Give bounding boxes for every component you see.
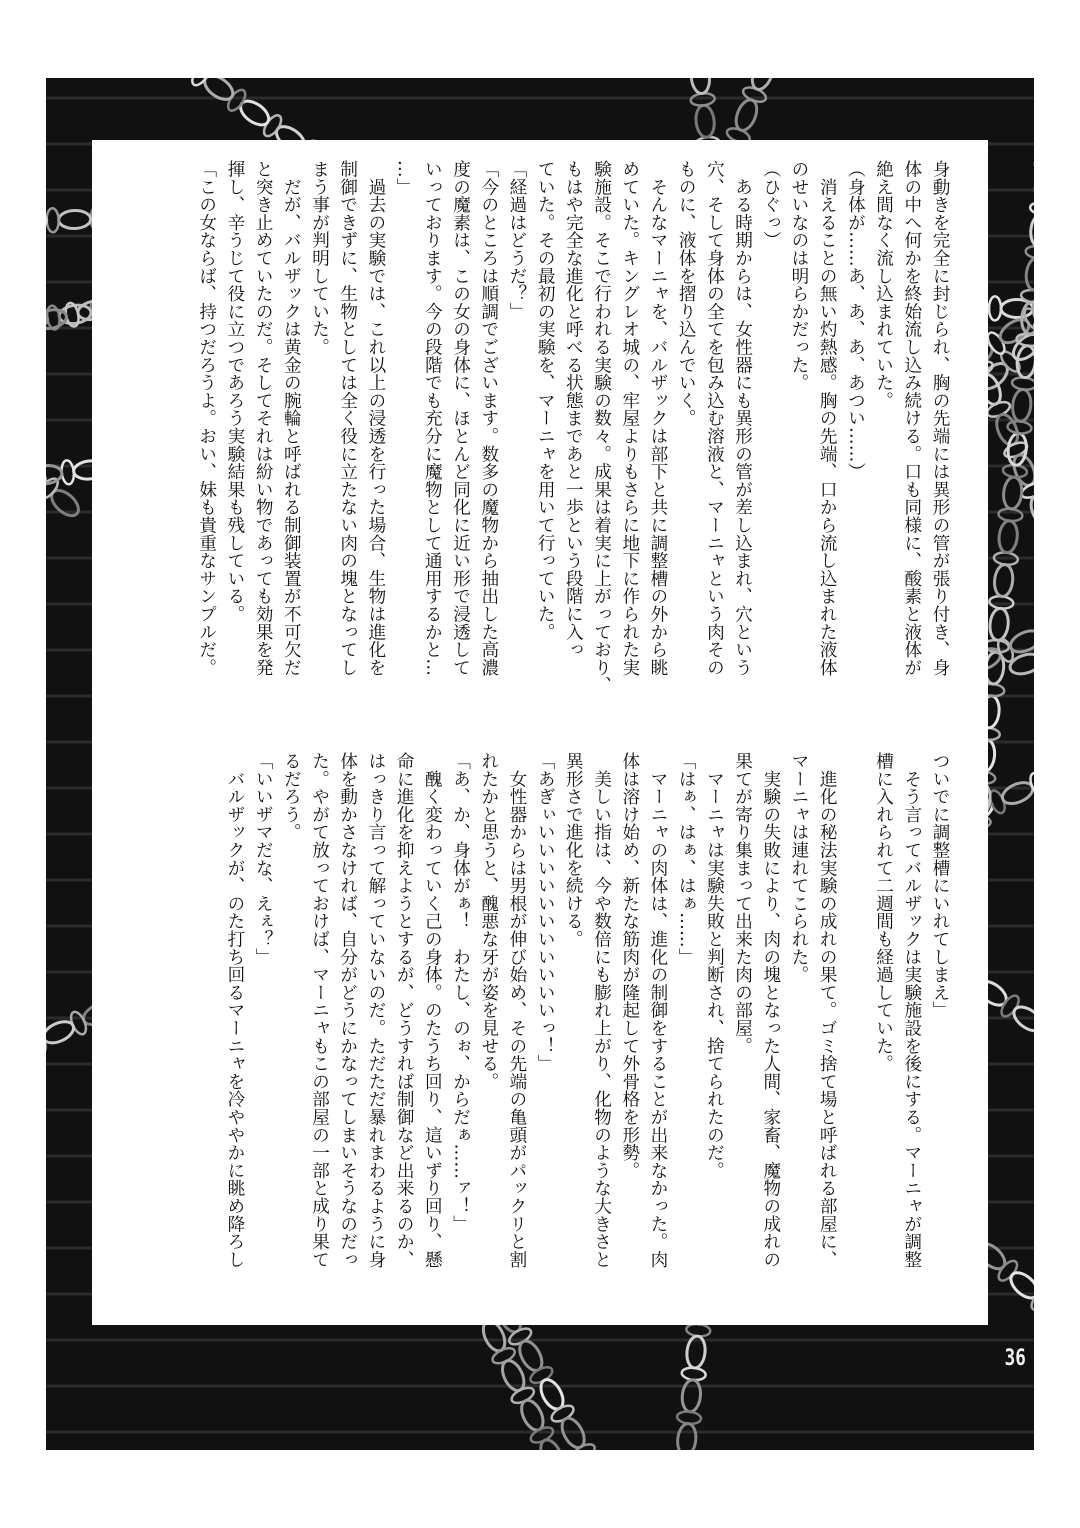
text-line: 「今のところは順調でございます。数多の魔物から抽出した高濃 <box>478 160 499 677</box>
text-line: 験施設。そこで行われる実験の数々。成果は着実に上がっており、 <box>591 160 612 694</box>
text-line: めていた。キングレオ城の、牢屋よりもさらに地下に作られた実 <box>619 160 640 677</box>
text-line: もはや完全な進化と呼べる状態まであと一歩という段階に入っ <box>563 160 584 659</box>
text-line: 槽に入れられて二週間も経過していた。 <box>873 752 894 1073</box>
text-line: バルザックが、のた打ち回るマーニャを冷ややかに眺め降ろし <box>224 752 245 1269</box>
page-number: 36 <box>1004 1346 1026 1371</box>
text-line: のせいなのは明らかだった。 <box>788 160 809 392</box>
text-line: た。やがて放っておけば、マーニャもこの部屋の一部と成り果て <box>309 752 330 1269</box>
text-line: マーニャの肉体は、進化の制御をすることが出来なかった。肉 <box>647 752 668 1269</box>
text-line: 「はぁ、はぁ、はぁ……」 <box>676 752 697 966</box>
text-line: マーニャは実験失敗と判断され、捨てられたのだ。 <box>704 752 725 1180</box>
text-line: マーニャは連れてこられた。 <box>788 752 809 984</box>
text-line: はっきり言って解っていないのだ。ただただ暴れまわるように身 <box>365 752 386 1269</box>
text-line: だが、バルザックは黄金の腕輪と呼ばれる制御装置が不可欠だ <box>281 160 302 677</box>
lower-text-column-block <box>221 752 954 1312</box>
text-panel <box>92 140 988 1325</box>
text-line: 体の中へ何かを終始流し込み続ける。口も同様に、酸素と液体が <box>901 160 922 677</box>
text-line: 「あ、か、身体がぁ！ わたし、のぉ、からだぁ……ァ！」 <box>450 752 471 1233</box>
text-line: （ひぐっ） <box>760 160 781 249</box>
text-line: 制御できずに、生物としては全く役に立たない肉の塊となってし <box>337 160 358 677</box>
text-line: 体は溶け始め、新たな筋肉が隆起して外骨格を形勢。 <box>619 752 640 1180</box>
text-line: 「いいザマだな、えぇ？」 <box>253 752 274 966</box>
text-line: 揮し、辛うじて役に立つであろう実験結果も残している。 <box>224 160 245 623</box>
text-line: ついでに調整槽にいれてしまえ」 <box>930 752 950 1019</box>
text-line: まう事が判明していた。 <box>309 160 330 356</box>
text-line: 身動きを完全に封じられ、胸の先端には異形の管が張り付き、身 <box>930 160 950 677</box>
text-line: 体を動かさなければ、自分がどうにかなってしまいそうなのだっ <box>337 752 358 1269</box>
text-line: 醜く変わっていく己の身体。のたうち回り、這いずり回り、懸 <box>422 752 443 1269</box>
text-line <box>841 752 869 1312</box>
text-line: 「あぎぃいいいいいいいいいいいっ！」 <box>535 752 556 1073</box>
text-line: そう言ってバルザックは実験施設を後にする。マーニャが調整 <box>901 752 922 1269</box>
text-line: と突き止めていたのだ。そしてそれは紛い物であっても効果を発 <box>253 160 274 677</box>
text-line: 異形さで進化を続ける。 <box>563 752 584 948</box>
text-line: 進化の秘法実験の成れの果て。ゴミ捨て場と呼ばれる部屋に、 <box>817 752 838 1269</box>
text-line: 美しい指は、今や数倍にも膨れ上がり、化物のような大きさと <box>591 752 612 1269</box>
text-line: いっております。今の段階でも充分に魔物として通用するかと… <box>422 160 443 677</box>
text-line: 果てが寄り集まって出来た肉の部屋。 <box>732 752 753 1055</box>
text-line: 命に進化を抑えようとするが、どうすれば制御など出来るのか、 <box>394 752 415 1269</box>
text-line: 絶え間なく流し込まれていた。 <box>873 160 894 410</box>
text-line: るだろう。 <box>281 752 302 841</box>
text-line: そんなマーニャを、バルザックは部下と共に調整槽の外から眺 <box>647 160 668 677</box>
text-line: 度の魔素は、この女の身体に、ほとんど同化に近い形で浸透して <box>450 160 471 677</box>
text-line: …」 <box>394 160 415 196</box>
text-line: 穴、そして身体の全てを包み込む溶液と、マーニャという肉その <box>704 160 725 677</box>
text-line: 過去の実験では、これ以上の浸透を行った場合、生物は進化を <box>365 160 386 677</box>
text-line: 「経過はどうだ？」 <box>506 160 527 321</box>
text-line: 女性器からは男根が伸び始め、その先端の亀頭がパックリと割 <box>506 752 527 1269</box>
text-line: ていた。その最初の実験を、マーニャを用いて行っていた。 <box>535 160 556 641</box>
text-line: 消えることの無い灼熱感。胸の先端、口から流し込まれた液体 <box>817 160 838 677</box>
text-line: れたかと思うと、醜悪な牙が姿を見せる。 <box>478 752 499 1091</box>
text-line: 実験の失敗により、肉の塊となった人間、家畜、魔物の成れの <box>760 752 781 1269</box>
text-line: ものに、液体を摺り込んでいく。 <box>676 160 697 427</box>
upper-text-column-block <box>193 160 954 700</box>
text-line: 「この女ならば、持つだろうよ。おい、妹も貴重なサンプルだ。 <box>196 160 217 677</box>
text-line: （身体が……あ、あ、あ、あつい……） <box>845 160 866 481</box>
text-line: ある時期からは、女性器にも異形の管が差し込まれ、穴という <box>732 160 753 677</box>
